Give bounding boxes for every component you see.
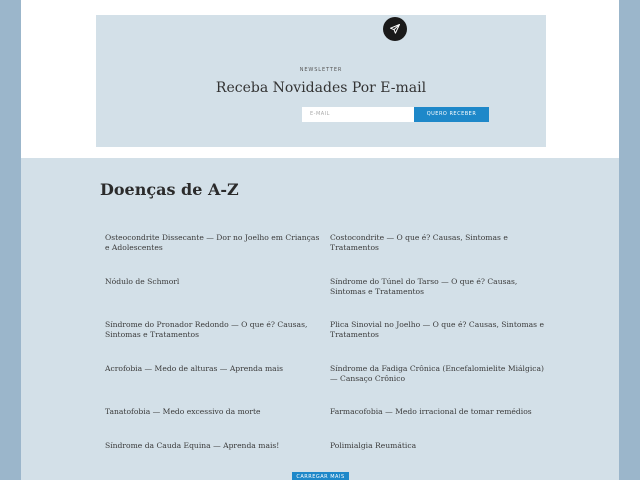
disease-link[interactable]: Plica Sinovial no Joelho — O que é? Causas, Sintomas e Tratamentos	[330, 320, 544, 339]
disease-link[interactable]: Farmacofobia — Medo irracional de tomar remédios	[330, 407, 532, 416]
disease-link[interactable]: Tanatofobia — Medo excessivo da morte	[105, 407, 261, 416]
page-container	[21, 0, 619, 480]
load-more-button[interactable]: CARREGAR MAIS	[292, 472, 349, 480]
disease-link[interactable]: Síndrome do Pronador Redondo — O que é? Causas, Sintomas e Tratamentos	[105, 320, 308, 339]
disease-link[interactable]: Polimialgia Reumática	[330, 441, 417, 450]
disease-link[interactable]: Acrofobia — Medo de alturas — Aprenda mais	[105, 364, 284, 373]
newsletter-kicker: NEWSLETTER	[299, 67, 343, 73]
disease-link[interactable]: Osteocondrite Dissecante — Dor no Joelho em Crianças e Adolescentes	[105, 233, 320, 252]
section-title: Doenças de A-Z	[100, 180, 239, 199]
subscribe-button[interactable]: QUERO RECEBER	[414, 107, 489, 122]
newsletter-section	[96, 15, 546, 147]
disease-link[interactable]: Síndrome do Túnel do Tarso — O que é? Causas, Sintomas e Tratamentos	[330, 277, 518, 296]
disease-link[interactable]: Síndrome da Fadiga Crônica (Encefalomielite Miálgica) — Cansaço Crônico	[330, 364, 545, 383]
paper-plane-icon	[383, 17, 407, 41]
email-field[interactable]: E-MAIL	[302, 107, 414, 122]
newsletter-title: Receba Novidades Por E-mail	[215, 80, 427, 96]
disease-link[interactable]: Síndrome da Cauda Equina — Aprenda mais!	[105, 441, 280, 450]
disease-link[interactable]: Nódulo de Schmorl	[105, 277, 180, 286]
disease-link[interactable]: Costocondrite — O que é? Causas, Sintomas e Tratamentos	[330, 233, 508, 252]
diseases-section	[21, 158, 619, 480]
